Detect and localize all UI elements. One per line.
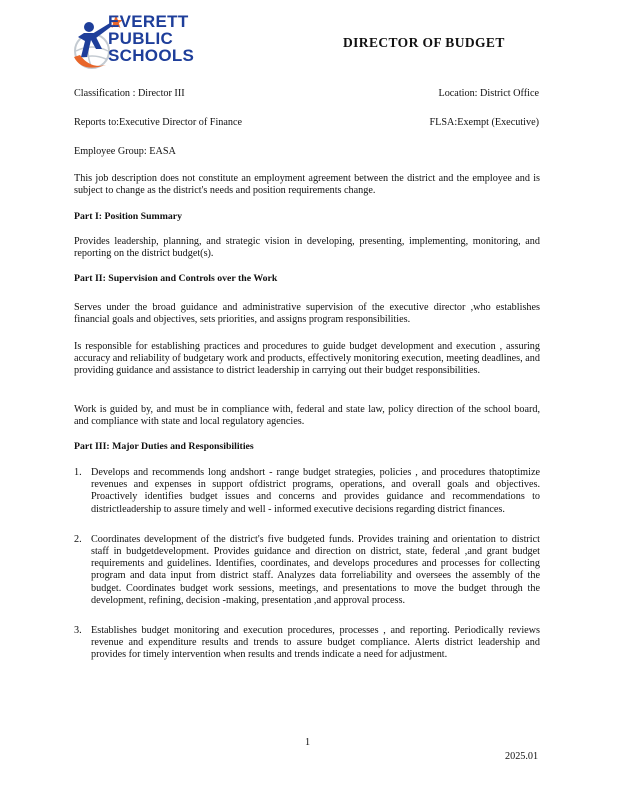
part1-heading: Part I: Position Summary <box>74 211 183 222</box>
logo-line-2: PUBLIC <box>108 29 174 48</box>
duty-text: Coordinates development of the district's five budgeted funds. Provides training and orientation to district staff in budgetdevelopment. Provides guidance and direction on district, state, federal ,and grant budget requirements and guidelines. Identifies, coordinates, and develops procedures and processes for collecting program and data input from district staff. Analyzes data forreliability and oversees the assembly of the budget. Coordinates budget work sessions, meetings, and presentations to move the budget through the development, refining, decision -making, presentation ,and approval process. <box>91 533 540 606</box>
classification: Classification : Director III <box>74 88 185 99</box>
disclaimer: This job description does not constitute an employment agreement between the district and the employee and is subject to change as the district's needs and position requirements change. <box>74 173 540 197</box>
duty-text: Develops and recommends long andshort - range budget strategies, policies , and procedures thatoptimize revenues and expenses in support ofdistrict programs, operations, and overall goals and objectives. Proactively identifies budget issues and concerns and provides guidance and recommendations to districtleadership to assure timely and well - informed executive decisions regarding district finances. <box>91 467 540 515</box>
logo-line-1: EVERETT <box>108 12 189 31</box>
info-row-classification <box>74 88 539 100</box>
info-row-reports <box>74 117 539 129</box>
part2-paragraph-2: Is responsible for establishing practices and procedures to guide budget development and execution , assuring accuracy and reliability of budgetary work and products, effectively monitoring execution, meeting deadlines, and providing guidance and assistance to district leadership in carrying out their budget responsibilities. <box>74 341 540 377</box>
logo-line-3: SCHOOLS <box>108 46 195 65</box>
list-item <box>74 467 540 516</box>
part2-heading: Part II: Supervision and Controls over the Work <box>74 273 278 284</box>
flsa-status: FLSA:Exempt (Executive) <box>429 117 539 128</box>
part3-heading: Part III: Major Duties and Responsibilities <box>74 441 254 452</box>
duty-text: Establishes budget monitoring and execution procedures, processes , and reporting. Periodically reviews revenue and expenditure results and trends to assure budget compliance. Alerts district leadership and provides for timely intervention when results and trends indicate a need for adjustment. <box>91 625 540 661</box>
list-number: 2. <box>74 533 82 545</box>
list-item <box>74 625 540 662</box>
part2-paragraph-3: Work is guided by, and must be in compliance with, federal and state law, policy direction of the school board, and compliance with state and local regulatory agencies. <box>74 404 540 428</box>
part1-text: Provides leadership, planning, and strategic vision in developing, presenting, implementing, monitoring, and reporting on the district budget(s). <box>74 236 540 260</box>
document-version: 2025.01 <box>505 751 539 762</box>
page-number: 1 <box>305 737 311 748</box>
employee-group: Employee Group: EASA <box>74 146 176 157</box>
document-title: DIRECTOR OF BUDGET <box>343 35 505 50</box>
reports-to: Reports to:Executive Director of Finance <box>74 117 243 128</box>
logo-text <box>108 13 194 64</box>
district-logo <box>72 13 237 77</box>
part2-paragraph-1: Serves under the broad guidance and administrative supervision of the executive director ,who establishes financial goals and objectives, sets priorities, and assigns program responsibilities. <box>74 302 540 326</box>
location: Location: District Office <box>438 88 539 99</box>
duties-list <box>74 467 540 680</box>
list-item <box>74 534 540 607</box>
list-number: 1. <box>74 467 82 478</box>
list-number: 3. <box>74 625 82 637</box>
